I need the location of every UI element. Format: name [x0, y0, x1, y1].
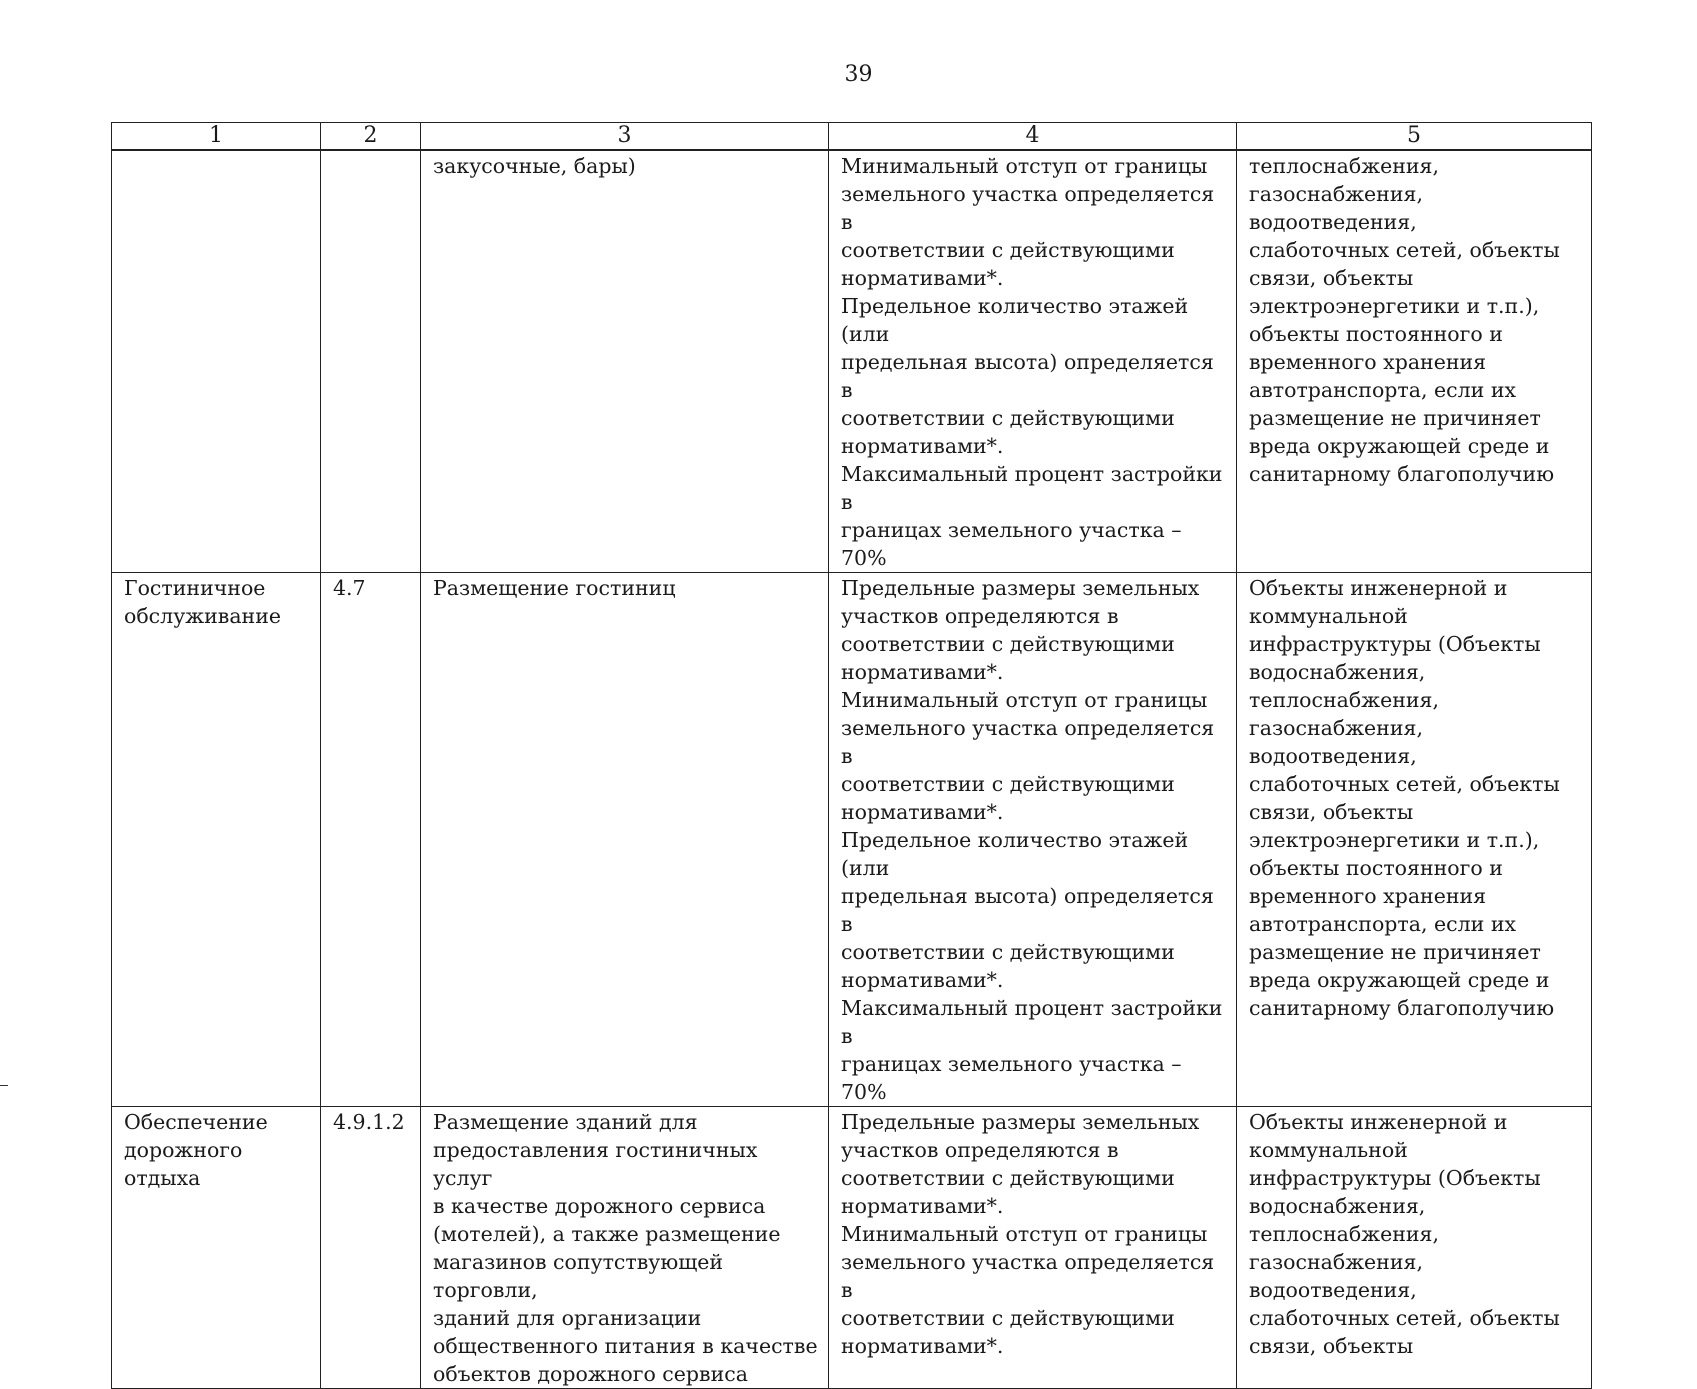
scan-mark — [0, 1085, 8, 1086]
header-col-2: 2 — [321, 123, 421, 151]
use-code-cell: 4.9.1.2 — [321, 1107, 421, 1389]
auxiliary-uses-cell: теплоснабжения, газоснабжения, водоотведения, слаботочных сетей, объекты связи, объекты электроэнергетики и т.п.), объекты постоянного и временного хранения автотранспорта, если их размещение не причиняет вреда окружающей среде и санитарному благополучию — [1237, 150, 1592, 573]
table-row — [112, 573, 1592, 1107]
table-row — [112, 150, 1592, 573]
parameters-cell: Предельные размеры земельных участков определяются в соответствии с действующими нормативами*. Минимальный отступ от границы земельного участка определяется в соответствии с действующими нормативами*. — [829, 1107, 1237, 1389]
use-description-cell: закусочные, бары) — [421, 150, 829, 573]
use-name-cell: Обеспечение дорожного отдыха — [112, 1107, 321, 1389]
parameters-cell: Минимальный отступ от границы земельного участка определяется в соответствии с действующими нормативами*. Предельное количество этажей (или предельная высота) определяется в соответствии с действующими нормативами*. Максимальный процент застройки в границах земельного участка – 70% — [829, 150, 1237, 573]
auxiliary-uses-cell: Объекты инженерной и коммунальной инфраструктуры (Объекты водоснабжения, теплоснабжения, газоснабжения, водоотведения, слаботочных сетей, объекты связи, объекты — [1237, 1107, 1592, 1389]
land-use-table — [111, 122, 1592, 1389]
page-number: 39 — [844, 62, 873, 87]
auxiliary-uses-cell: Объекты инженерной и коммунальной инфраструктуры (Объекты водоснабжения, теплоснабжения, газоснабжения, водоотведения, слаботочных сетей, объекты связи, объекты электроэнергетики и т.п.), объекты постоянного и временного хранения автотранспорта, если их размещение не причиняет вреда окружающей среде и санитарному благополучию — [1237, 573, 1592, 1107]
header-row — [112, 123, 1592, 151]
use-code-cell: 4.7 — [321, 573, 421, 1107]
use-name-cell — [112, 150, 321, 573]
table-body — [112, 150, 1592, 1389]
header-col-4: 4 — [829, 123, 1237, 151]
header-col-1: 1 — [112, 123, 321, 151]
parameters-cell: Предельные размеры земельных участков определяются в соответствии с действующими нормативами*. Минимальный отступ от границы земельного участка определяется в соответствии с действующими нормативами*. Предельное количество этажей (или предельная высота) определяется в соответствии с действующими нормативами*. Максимальный процент застройки в границах земельного участка – 70% — [829, 573, 1237, 1107]
use-description-cell: Размещение гостиниц — [421, 573, 829, 1107]
header-col-3: 3 — [421, 123, 829, 151]
use-code-cell — [321, 150, 421, 573]
table-row — [112, 1107, 1592, 1389]
use-description-cell: Размещение зданий для предоставления гостиничных услуг в качестве дорожного сервиса (мотелей), а также размещение магазинов сопутствующей торговли, зданий для организации общественного питания в качестве объектов дорожного сервиса — [421, 1107, 829, 1389]
table-header — [112, 123, 1592, 151]
header-col-5: 5 — [1237, 123, 1592, 151]
use-name-cell: Гостиничное обслуживание — [112, 573, 321, 1107]
